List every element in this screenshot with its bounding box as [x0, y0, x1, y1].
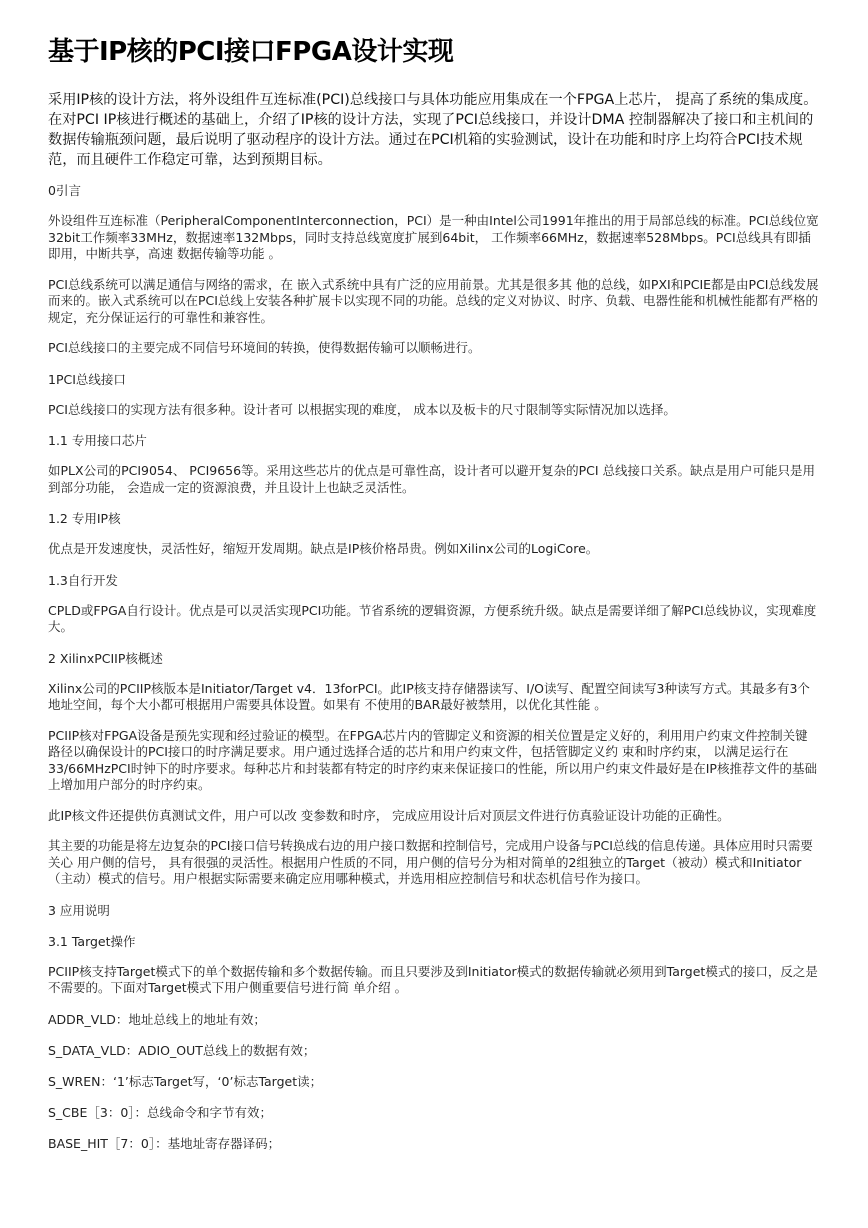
section-1-3-heading: 1.3自行开发	[48, 572, 118, 588]
document-title: 基于IP核的PCI接口FPGA设计实现	[48, 37, 454, 67]
section-0-paragraph-2: PCI总线系统可以满足通信与网络的需求，在 嵌入式系统中具有广泛的应用前景。尤其是很多其 他的总线，如PXI和PCIE都是由PCI总线发展而来的。嵌入式系统可以在PCI总线上安装各种扩展卡以实现不同的功能。总线的定义对协议、时序、负载、电器性能和机械性能都有严格的规定，充分保证运行的可靠性和兼容性。	[48, 276, 819, 325]
document-page	[48, 34, 820, 1166]
section-0-paragraph-3: PCI总线接口的主要完成不同信号环境间的转换，使得数据传输可以顺畅进行。	[48, 340, 481, 355]
abstract: 采用IP核的设计方法，将外设组件互连标准(PCI)总线接口与具体功能应用集成在一个FPGA上芯片， 提高了系统的集成度。在对PCI IP核进行概述的基础上，介绍了IP核的设计方法，实现了PCI总线接口，并设计DMA 控制器解决了接口和主机间的数据传输瓶颈问题，最后说明了驱动程序的设计方法。通过在PCI机箱的实验测试，设计在功能和时序上均符合PCI技术规范，而且硬件工作稳定可靠，达到预期目标。	[48, 92, 818, 168]
section-1-1-heading: 1.1 专用接口芯片	[48, 433, 147, 448]
section-0-paragraph-1: 外设组件互连标准（PeripheralComponentInterconnection，PCI）是一种由Intel公司1991年推出的用于局部总线的标准。PCI总线位宽32bit工作频率33MHz，数据速率132Mbps，同时支持总线宽度扩展到64bit， 工作频率66MHz，数据速率528Mbps。PCI总线具有即插即用，中断共享，高速 数据传输等功能 。	[48, 213, 819, 261]
section-2-paragraph-1: Xilinx公司的PCIIP核版本是Initiator/Target v4．13forPCI。此IP核支持存储器读写、I/O读写、配置空间读写3种读写方式。其最多有3个地址空间，每个大小都可根据用户需要具体设置。如果有 不使用的BAR最好被禁用，以优化其性能 。	[48, 680, 810, 712]
section-2-heading: 2 XilinxPCIIP核概述	[48, 650, 163, 666]
section-1-2-heading: 1.2 专用IP核	[48, 511, 121, 526]
section-1-3-paragraph-1: CPLD或FPGA自行设计。优点是可以灵活实现PCI功能。节省系统的逻辑资源，方便系统升级。缺点是需要详细了解PCI总线协议，实现难度大。	[48, 602, 817, 634]
signal-s-wren: S_WREN：‘1’标志Target写，‘0’标志Target读；	[48, 1073, 323, 1089]
section-0-heading: 0引言	[48, 183, 81, 198]
section-1-1-paragraph-1: 如PLX公司的PCI9054、 PCI9656等。采用这些芯片的优点是可靠性高，设计者可以避开复杂的PCI 总线接口关系。缺点是用户可能只是用到部分功能， 会造成一定的资源浪费，并且设计上也缺乏灵活性。	[48, 463, 815, 495]
section-2-paragraph-4: 其主要的功能是将左边复杂的PCI接口信号转换成右边的用户接口数据和控制信号，完成用户设备与PCI总线的信息传递。具体应用时只需要关心 用户侧的信号， 具有很强的灵活性。根据用户性质的不同，用户侧的信号分为相对简单的2组独立的Target（被动）模式和Initiator（主动）模式的信号。用户根据实际需要来确定应用哪种模式，并选用相应控制信号和状态机信号作为接口。	[48, 838, 813, 886]
section-3-1-paragraph-1: PCIIP核支持Target模式下的单个数据传输和多个数据传输。而且只要涉及到Initiator模式的数据传输就必须用到Target模式的接口，反之是不需要的。下面对Target模式下用户侧重要信号进行简 单介绍 。	[48, 963, 818, 995]
signal-s-data-vld: S_DATA_VLD：ADIO_OUT总线上的数据有效；	[48, 1042, 316, 1058]
section-1-paragraph-1: PCI总线接口的实现方法有很多种。设计者可 以根据实现的难度， 成本以及板卡的尺寸限制等实际情况加以选择。	[48, 401, 676, 417]
section-1-heading: 1PCI总线接口	[48, 371, 126, 387]
section-2-paragraph-3: 此IP核文件还提供仿真测试文件，用户可以改 变参数和时序， 完成应用设计后对顶层文件进行仿真验证设计功能的正确性。	[48, 807, 730, 823]
signal-base-hit: BASE_HIT［7：0］：基地址寄存器译码；	[48, 1135, 281, 1151]
section-3-heading: 3 应用说明	[48, 902, 110, 918]
signal-s-cbe: S_CBE［3：0］：总线命令和字节有效；	[48, 1104, 273, 1120]
section-1-2-paragraph-1: 优点是开发速度快，灵活性好，缩短开发周期。缺点是IP核价格昂贵。例如Xilinx公司的LogiCore。	[48, 541, 599, 556]
section-3-1-heading: 3.1 Target操作	[48, 933, 136, 949]
signal-addr-vld: ADDR_VLD：地址总线上的地址有效；	[48, 1011, 266, 1027]
section-2-paragraph-2: PCIIP核对FPGA设备是预先实现和经过验证的模型。在FPGA芯片内的管脚定义和资源的相关位置是定义好的，利用用户约束文件控制关键路径以确保设计的PCI接口的时序满足要求。用户通过选择合适的芯片和用户约束文件，包括管脚定义约 束和时序约束， 以满足运行在33/66MHzPCI时钟下的时序要求。每种芯片和封装都有特定的时序约束来保证接口的性能，所以用户约束文件最好是在IP核推荐文件的基础上增加用户部分的时序约束。	[48, 727, 817, 792]
